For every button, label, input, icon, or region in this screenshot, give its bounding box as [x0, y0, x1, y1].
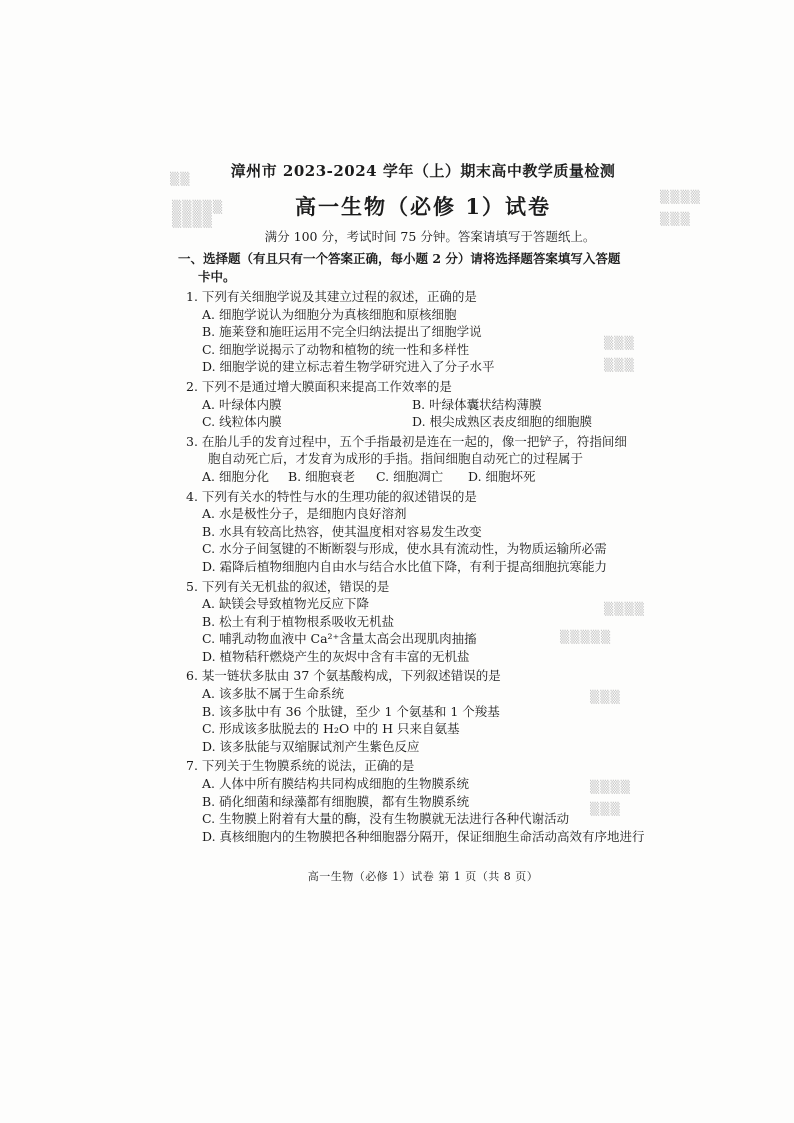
question-5 [178, 578, 668, 666]
option-b: B. 叶绿体囊状结构薄膜 [412, 396, 542, 412]
page-footer: 高一生物（必修 1）试卷 第 1 页（共 8 页） [307, 870, 539, 883]
option-b: B. 施莱登和施旺运用不完全归纳法提出了细胞学说 [202, 324, 482, 340]
bleed-through-mark: ▒▒▒▒ [172, 214, 213, 228]
option-d: D. 细胞坏死 [468, 468, 536, 484]
question-stem: 2. 下列不是通过增大膜面积来提高工作效率的是 [186, 378, 452, 394]
option-d: D. 细胞学说的建立标志着生物学研究进入了分子水平 [202, 359, 495, 375]
option-c: C. 哺乳动物血液中 Ca²⁺含量太高会出现肌肉抽搐 [202, 631, 477, 647]
section-heading-text: 一、选择题（有且只有一个答案正确，每小题 2 分）请将选择题答案填写入答题 [178, 251, 621, 266]
question-stem: 7. 下列关于生物膜系统的说法，正确的是 [186, 758, 415, 774]
section-heading [178, 250, 668, 286]
bleed-through-mark: ▒▒▒ [590, 802, 621, 816]
option-c: C. 线粒体内膜 [202, 414, 282, 430]
question-stem-line2: 胞自动死亡后，才发育为成形的手指。指间细胞自动死亡的过程属于 [208, 451, 584, 467]
option-b: B. 松土有利于植物根系吸收无机盐 [202, 613, 395, 629]
option-d: D. 霜降后植物细胞内自由水与结合水比值下降，有利于提高细胞抗寒能力 [202, 558, 608, 574]
option-d: D. 根尖成熟区表皮细胞的细胞膜 [412, 414, 593, 430]
question-stem: 4. 下列有关水的特性与水的生理功能的叙述错误的是 [186, 488, 477, 504]
bleed-through-mark: ▒▒▒ [660, 212, 691, 226]
options-grid [178, 396, 668, 431]
option-b: B. 细胞衰老 [288, 468, 356, 484]
question-7 [178, 757, 668, 845]
option-a: A. 水是极性分子，是细胞内良好溶剂 [202, 506, 407, 522]
question-6 [178, 667, 668, 755]
option-c: C. 生物膜上附着有大量的酶，没有生物膜就无法进行各种代谢活动 [202, 811, 570, 827]
options-grid [178, 468, 668, 486]
question-stem: 5. 下列有关无机盐的叙述，错误的是 [186, 578, 390, 594]
bleed-through-mark: ▒▒▒▒ [604, 602, 645, 616]
option-a: A. 该多肽不属于生命系统 [202, 686, 344, 702]
exam-header: 漳州市 2023-2024 学年（上）期末高中教学质量检测 [230, 162, 616, 180]
option-d: D. 该多肽能与双缩脲试剂产生紫色反应 [202, 738, 420, 754]
bleed-through-mark: ▒▒▒ [604, 358, 635, 372]
question-4 [178, 488, 668, 576]
question-2 [178, 378, 668, 431]
question-3 [178, 433, 668, 486]
option-c: C. 形成该多肽脱去的 H₂O 中的 H 只来自氨基 [202, 721, 460, 737]
option-c: C. 水分子间氢键的不断断裂与形成，使水具有流动性，为物质运输所必需 [202, 541, 607, 557]
exam-info: 满分 100 分，考试时间 75 分钟。答案请填写于答题纸上。 [264, 229, 596, 244]
bleed-through-mark: ▒▒▒ [590, 690, 621, 704]
question-stem-line1: 3. 在胎儿手的发育过程中，五个手指最初是连在一起的，像一把铲子，符指间细 [186, 433, 627, 449]
option-a: A. 缺镁会导致植物光反应下降 [202, 596, 369, 612]
bleed-through-mark: ▒▒▒ [604, 336, 635, 350]
bleed-through-mark: ▒▒▒▒ [590, 780, 631, 794]
option-d: D. 植物秸秆燃烧产生的灰烬中含有丰富的无机盐 [202, 648, 470, 664]
section-heading-cont: 卡中。 [198, 269, 236, 284]
option-a: A. 人体中所有膜结构共同构成细胞的生物膜系统 [202, 776, 469, 792]
question-stem [178, 433, 668, 468]
option-b: B. 该多肽中有 36 个肽键，至少 1 个氨基和 1 个羧基 [202, 703, 500, 719]
exam-title: 高一生物（必修 1）试卷 [295, 194, 551, 219]
option-d: D. 真核细胞内的生物膜把各种细胞器分隔开，保证细胞生命活动高效有序地进行 [202, 828, 645, 844]
question-stem: 1. 下列有关细胞学说及其建立过程的叙述，正确的是 [186, 289, 477, 304]
question-stem: 6. 某一链状多肽由 37 个氨基酸构成，下列叙述错误的是 [186, 668, 501, 684]
bleed-through-mark: ▒▒▒▒▒ [172, 200, 224, 214]
question-1 [178, 288, 668, 376]
option-a: A. 叶绿体内膜 [202, 396, 282, 412]
option-b: B. 硝化细菌和绿藻都有细胞膜，都有生物膜系统 [202, 793, 470, 809]
option-a: A. 细胞分化 [202, 468, 269, 484]
bleed-through-mark: ▒▒ [170, 172, 191, 186]
bleed-through-mark: ▒▒▒▒▒ [560, 630, 612, 644]
option-c: C. 细胞凋亡 [376, 468, 444, 484]
exam-page [178, 160, 668, 890]
option-b: B. 水具有较高比热容，使其温度相对容易发生改变 [202, 523, 482, 539]
option-a: A. 细胞学说认为细胞分为真核细胞和原核细胞 [202, 306, 457, 322]
bleed-through-mark: ▒▒▒▒ [660, 190, 701, 204]
option-c: C. 细胞学说揭示了动物和植物的统一性和多样性 [202, 341, 470, 357]
